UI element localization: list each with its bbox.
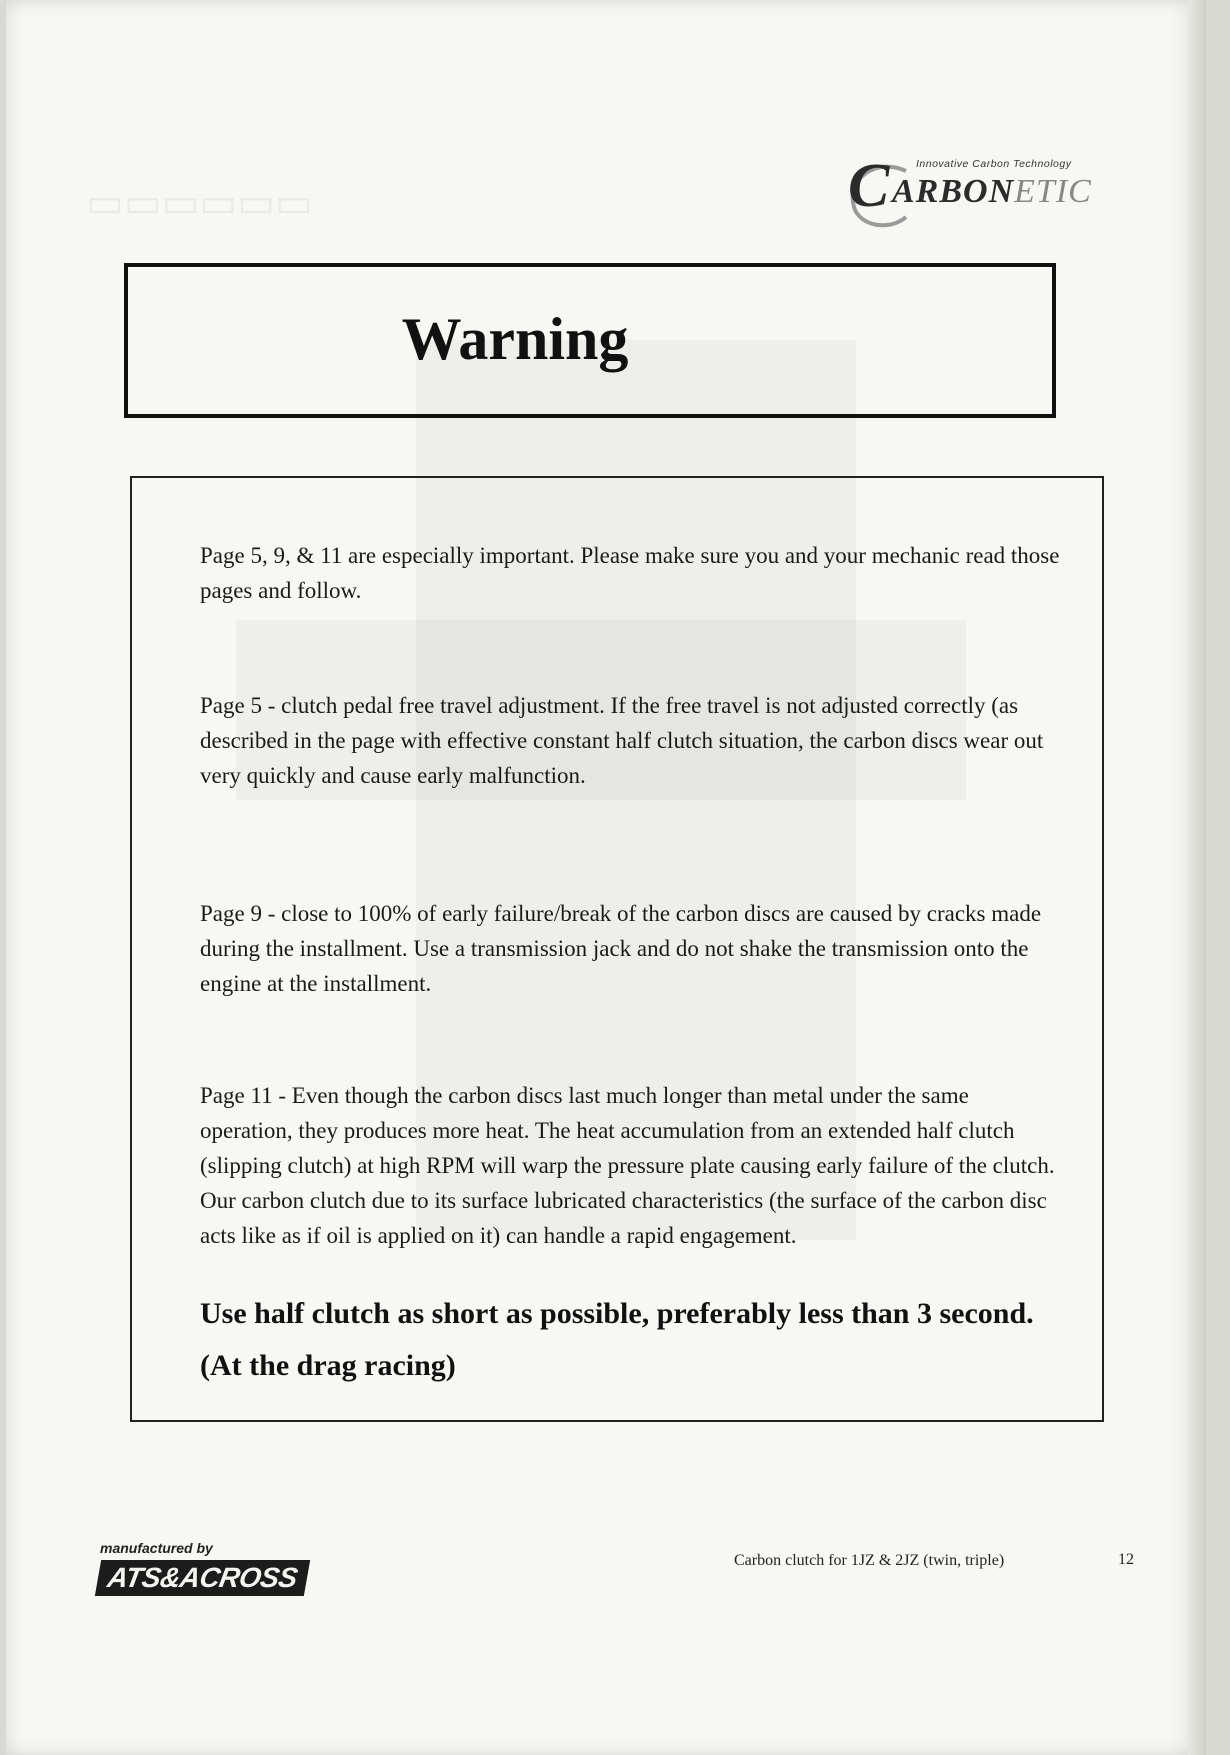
page-number: 12: [1118, 1551, 1134, 1568]
manufactured-by-label: manufactured by: [100, 1540, 213, 1556]
page-edge-shadow: [1188, 0, 1206, 1755]
half-clutch-emphasis: Use half clutch as short as possible, preferably less than 3 second. (At the drag racing): [200, 1297, 1034, 1382]
logo-wordmark-suffix: ETIC: [1014, 173, 1092, 210]
warning-title: Warning: [401, 306, 629, 372]
page9-note-paragraph: Page 9 - close to 100% of early failure/break of the carbon discs are caused by cracks made during the installment. Use a transmission jack and do not shake the transmission onto the engine at the installment.: [200, 901, 1042, 996]
logo-wordmark: [892, 173, 1092, 211]
bleed-through-logo: ▭▭▭▭▭▭: [86, 181, 313, 225]
footer-caption: Carbon clutch for 1JZ & 2JZ (twin, triple): [734, 1552, 1005, 1569]
logo-tagline: Innovative Carbon Technology: [916, 158, 1072, 170]
ats-across-logo: ATS&ACROSS: [95, 1560, 310, 1596]
page11-note-paragraph: Page 11 - Even though the carbon discs last much longer than metal under the same operation, they produces more heat. The heat accumulation from an extended half clutch (slipping clutch) at high RPM will warp the pressure plate causing early failure of the clutch. Our carbon clutch due to its surface lubricated characteristics (the surface of the carbon disc acts like as if oil is applied on it) can handle a rapid engagement.: [200, 1083, 1055, 1248]
important-pages-paragraph: Page 5, 9, & 11 are especially important. Please make sure you and your mechanic read those pages and follow.: [200, 543, 1060, 603]
carbonetic-logo: [846, 152, 1136, 225]
warning-banner: [124, 263, 1056, 418]
logo-initial: C: [848, 152, 890, 220]
manufacturer-block: [98, 1540, 307, 1596]
page5-note-paragraph: Page 5 - clutch pedal free travel adjustment. If the free travel is not adjusted correctly (as described in the page with effective constant half clutch situation, the carbon discs wear out very quickly and cause early malfunction.: [200, 693, 1044, 788]
document-page: [6, 0, 1206, 1755]
warning-content-box: [130, 476, 1104, 1422]
logo-wordmark-main: ARBON: [892, 173, 1015, 210]
